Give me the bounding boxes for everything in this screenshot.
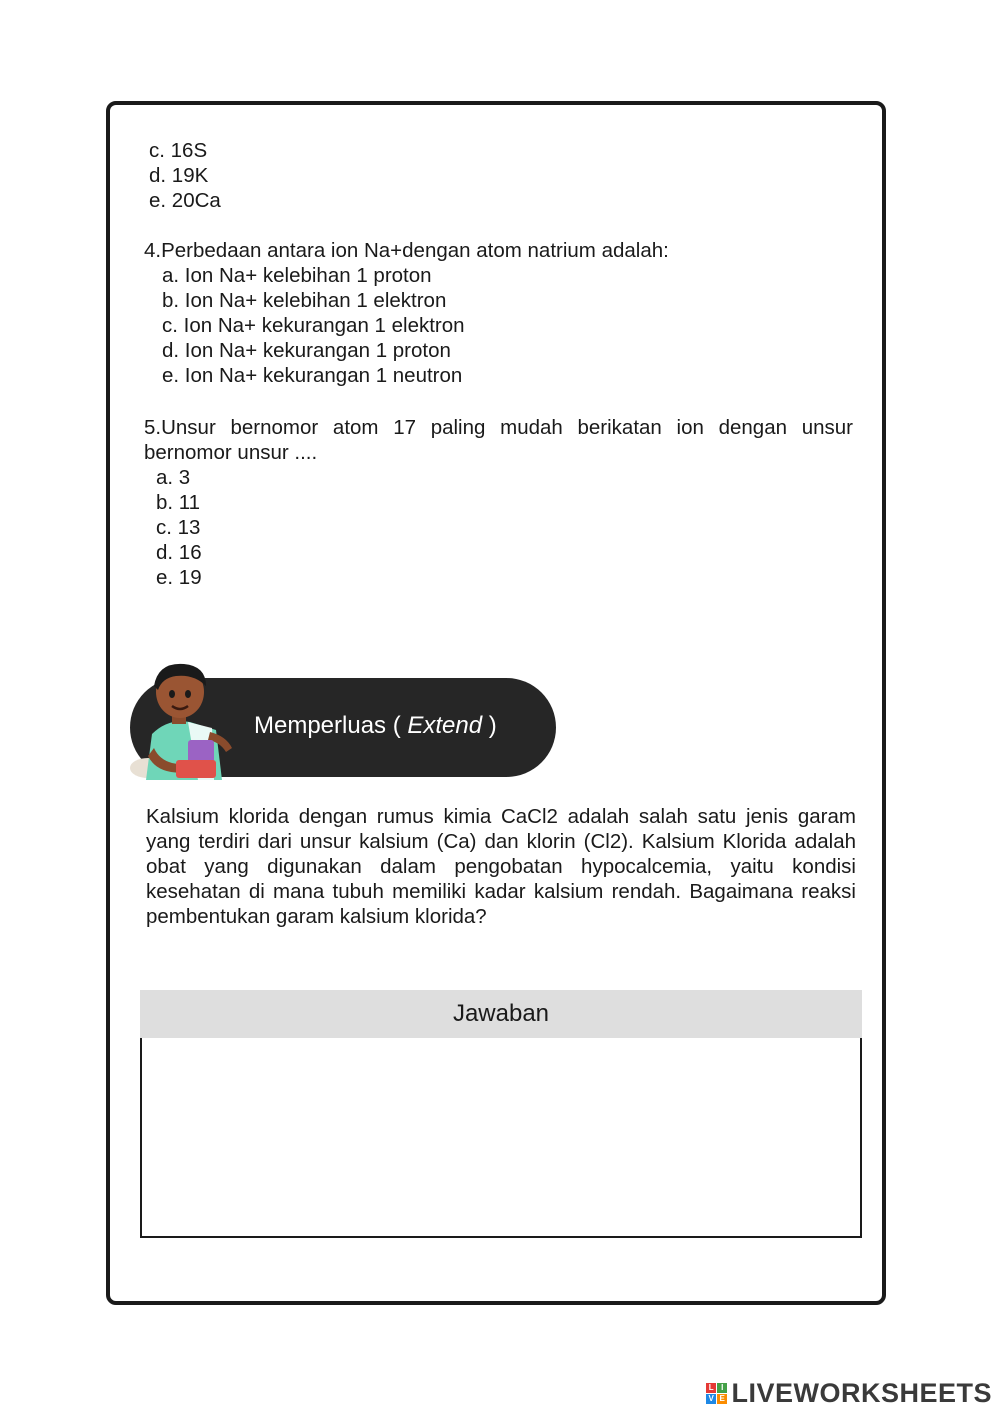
option-c-prev: c. 16S [149,139,208,162]
question-5-option-b: b. 11 [156,491,201,514]
logo-letter-e: E [717,1394,727,1404]
question-4-option-e: e. Ion Na+ kekurangan 1 neutron [162,364,463,387]
liveworksheets-logo-icon [706,1383,727,1404]
extend-paragraph: Kalsium klorida dengan rumus kimia CaCl2 adalah salah satu jenis garam yang terdiri dari unsur kalsium (Ca) dan klorin (Cl2). Kalsium Klorida adalah obat yang digunakan dalam pengobatan hypocalcemia, yaitu kondisi kesehatan di mana tubuh memiliki kadar kalsium rendah. Bagaimana reaksi pembentukan garam kalsium klorida? [146,805,856,928]
student-avatar-illustration [128,656,268,780]
question-5-option-c: c. 13 [156,516,201,539]
extend-title-italic: Extend [407,712,483,739]
brand-name: LIVEWORKSHEETS [731,1378,992,1408]
question-4-option-c: c. Ion Na+ kekurangan 1 elektron [162,314,465,337]
logo-letter-v: V [706,1394,716,1404]
question-4-option-b: b. Ion Na+ kelebihan 1 elektron [162,289,447,312]
extend-title-end: ) [482,712,497,739]
extend-title [254,711,497,741]
option-d-prev: d. 19K [149,164,209,187]
answer-input-box[interactable] [140,1030,862,1238]
question-4-option-a: a. Ion Na+ kelebihan 1 proton [162,264,432,287]
answer-header: Jawaban [140,990,862,1038]
question-5-option-e: e. 19 [156,566,202,589]
logo-letter-i: I [717,1383,727,1393]
question-5-prompt-line1: 5.Unsur bernomor atom 17 paling mudah berikatan ion dengan unsur [144,416,853,439]
liveworksheets-brand [706,1378,992,1409]
option-e-prev: e. 20Ca [149,189,221,212]
question-5-option-a: a. 3 [156,466,191,489]
logo-letter-l: L [706,1383,716,1393]
question-4-option-d: d. Ion Na+ kekurangan 1 proton [162,339,451,362]
question-4-prompt: 4.Perbedaan antara ion Na+dengan atom natrium adalah: [144,239,669,262]
question-5-option-d: d. 16 [156,541,202,564]
question-5-prompt-line2: bernomor unsur .... [144,441,318,464]
extend-title-main: Memperluas ( [254,712,408,739]
